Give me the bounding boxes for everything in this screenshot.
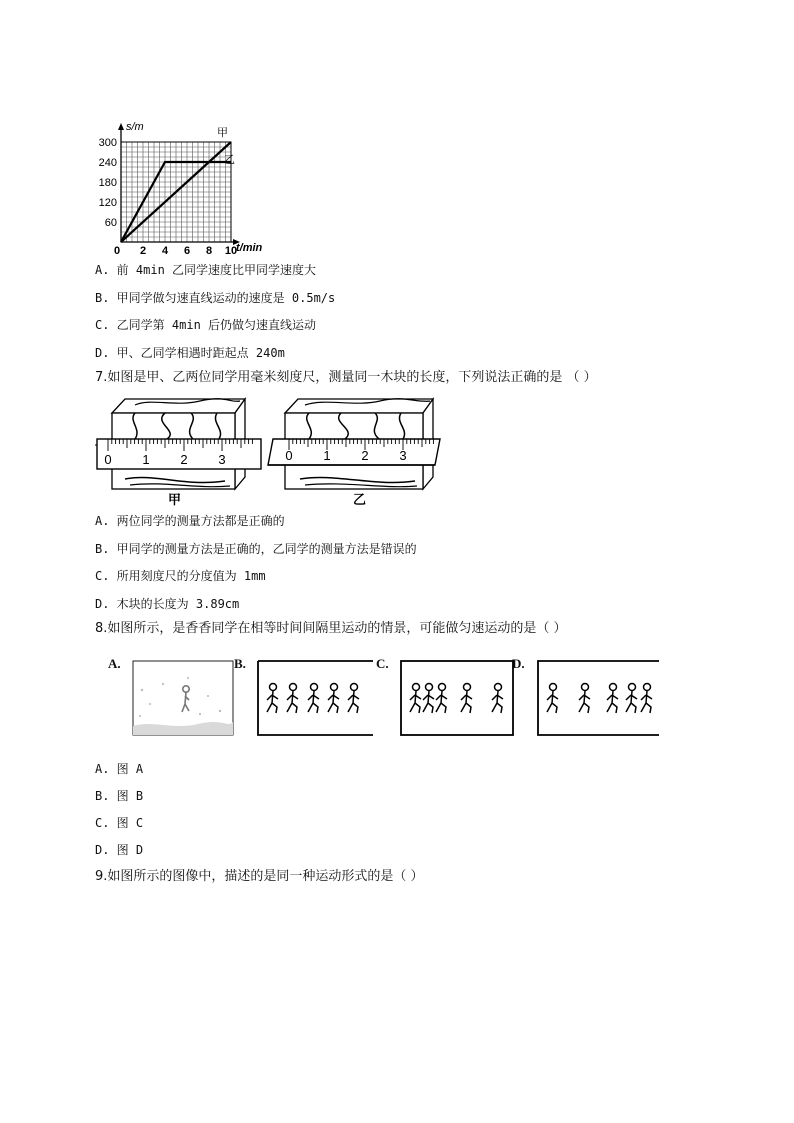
walker-figure — [626, 684, 637, 714]
ruler-tick-label-yi: 0 — [285, 448, 293, 463]
caption-yi: 乙 — [353, 492, 367, 507]
caption-jia: 甲 — [168, 492, 182, 507]
q6-option-a[interactable]: A. 前 4min 乙同学速度比甲同学速度大 — [95, 263, 317, 277]
panel-d[interactable] — [538, 661, 659, 735]
walker-figure — [607, 684, 618, 714]
walker-figure — [461, 684, 472, 714]
x-axis-label: t/min — [236, 242, 263, 254]
walker-figure — [328, 684, 339, 714]
y-tick-label: 300 — [98, 137, 117, 149]
y-tick-label: 120 — [98, 197, 117, 209]
panel-label-b: B. — [234, 656, 246, 671]
y-axis-label: s/m — [126, 121, 144, 133]
ruler-tick-label-jia: 2 — [180, 452, 188, 467]
ruler-tick-label-jia: 3 — [218, 452, 226, 467]
walker-figure — [287, 684, 298, 714]
q6-option-b[interactable]: B. 甲同学做匀速直线运动的速度是 0.5m/s — [95, 291, 336, 305]
panel-label-d: D. — [512, 656, 525, 671]
walker-figure — [267, 684, 278, 714]
panel-c[interactable] — [401, 661, 513, 735]
y-tick-label: 240 — [98, 157, 117, 169]
panel-a[interactable] — [133, 661, 233, 735]
q7-option-a[interactable]: A. 两位同学的测量方法都是正确的 — [95, 514, 285, 528]
x-tick-label: 8 — [205, 245, 213, 257]
walker-figure — [436, 684, 447, 714]
series-label-yi: 乙 — [224, 154, 235, 166]
q7-option-b[interactable]: B. 甲同学的测量方法是正确的，乙同学的测量方法是错误的 — [95, 542, 417, 556]
walker-figure — [492, 684, 503, 714]
q6-option-d[interactable]: D. 甲、乙同学相遇时距起点 240m — [95, 346, 285, 360]
panel-label-c: C. — [376, 656, 389, 671]
panel-b[interactable] — [258, 661, 373, 735]
x-tick-label: 0 — [113, 245, 121, 257]
y-tick-label: 180 — [98, 177, 117, 189]
ruler-tick-label-yi: 3 — [399, 448, 407, 463]
q7-stem: 7.如图是甲、乙两位同学用毫米刻度尺，测量同一木块的长度，下列说法正确的是 （ ） — [95, 370, 597, 385]
walker-figure — [410, 684, 421, 714]
q6-option-c[interactable]: C. 乙同学第 4min 后仍做匀速直线运动 — [95, 318, 317, 332]
q7-option-c[interactable]: C. 所用刻度尺的分度值为 1mm — [95, 569, 266, 583]
x-tick-label: 10 — [224, 245, 238, 257]
q8-stem: 8.如图所示，是香香同学在相等时间间隔里运动的情景，可能做匀速运动的是（ ） — [95, 621, 567, 636]
ruler-tick-label-yi: 1 — [323, 448, 331, 463]
q8-option-b[interactable]: B. 图 B — [95, 789, 144, 803]
y-tick-label: 60 — [104, 217, 117, 229]
motion-panels — [128, 656, 668, 740]
ruler-tick-label-jia: 0 — [104, 452, 112, 467]
walker-figure — [308, 684, 319, 714]
walker-figure — [547, 684, 558, 714]
q9-stem: 9.如图所示的图像中，描述的是同一种运动形式的是（ ） — [95, 869, 424, 884]
x-tick-label: 6 — [183, 245, 191, 257]
ruler-figure-jia — [95, 399, 261, 489]
series-label-jia: 甲 — [217, 127, 228, 139]
walker-figure — [423, 684, 434, 714]
ruler-tick-label-yi: 2 — [361, 448, 369, 463]
walker-figure — [348, 684, 359, 714]
y-axis-arrow — [118, 123, 124, 130]
panel-label-a: A. — [108, 656, 121, 671]
walker-figure — [579, 684, 590, 714]
walker-figure — [641, 684, 652, 714]
x-tick-label: 4 — [161, 245, 169, 257]
ruler-tick-label-jia: 1 — [142, 452, 150, 467]
ruler-figure-yi — [268, 399, 440, 489]
ruler-figure — [95, 393, 441, 508]
st-graph — [90, 115, 275, 260]
q8-option-a[interactable]: A. 图 A — [95, 762, 144, 776]
q8-option-d[interactable]: D. 图 D — [95, 843, 144, 857]
q7-option-d[interactable]: D. 木块的长度为 3.89cm — [95, 597, 240, 611]
q8-option-c[interactable]: C. 图 C — [95, 816, 144, 830]
x-tick-label: 2 — [139, 245, 147, 257]
